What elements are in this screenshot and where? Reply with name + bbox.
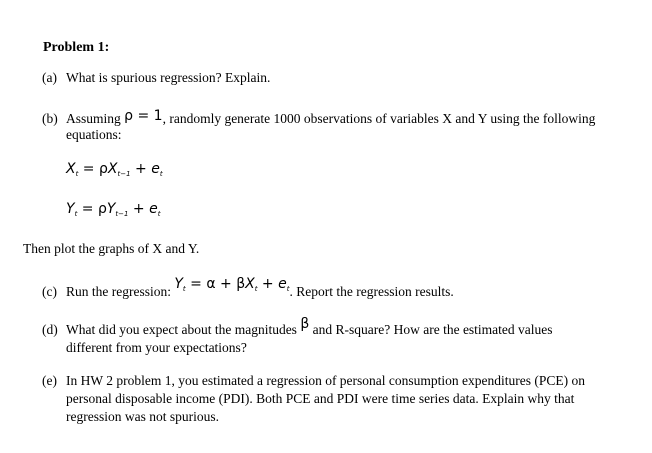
part-d-line2: different from your expectations? [66, 340, 247, 355]
part-a-label: (a) [42, 70, 57, 85]
part-b-line1 [66, 110, 595, 128]
part-d-text-before: What did you expect about the magnitudes [66, 322, 297, 337]
then-plot-text: Then plot the graphs of X and Y. [23, 241, 200, 256]
part-b-label: (b) [42, 111, 58, 126]
part-b-line2: equations: [66, 127, 122, 142]
part-c-text-before: Run the regression: [66, 284, 171, 299]
part-d-text-after: and R-square? How are the estimated values [312, 322, 553, 337]
part-d-line1 [66, 316, 553, 339]
part-b-condition: ρ = 1 [124, 108, 163, 124]
part-b-text-after: , randomly generate 1000 observations of variables X and Y using the following [162, 111, 596, 126]
part-a-text: What is spurious regression? Explain. [66, 70, 271, 85]
part-c-text-after: . Report the regression results. [289, 284, 454, 299]
beta-symbol: β [300, 316, 310, 332]
problem-title: Problem 1: [43, 40, 110, 55]
equation-y: $Y_t = \rho Y_{t-1} + e_t$ [66, 201, 161, 218]
part-e-line3: regression was not spurious. [66, 409, 219, 424]
part-c-line [66, 276, 454, 306]
part-e-line1: In HW 2 problem 1, you estimated a regression of personal consumption expenditures (PCE) on [66, 373, 586, 388]
equation-x: $X_t = \rho X_{t-1} + e_t$ [66, 161, 163, 178]
regression-equation: $Y_t = \alpha + \beta X_t + e_t$ [174, 276, 290, 293]
part-b-text-before: Assuming [66, 111, 121, 126]
part-e-line2: personal disposable income (PDI). Both PCE and PDI were time series data. Explain why that [66, 391, 575, 406]
part-d-label: (d) [42, 322, 58, 337]
part-e-label: (e) [42, 373, 57, 388]
part-c-label: (c) [42, 284, 57, 299]
